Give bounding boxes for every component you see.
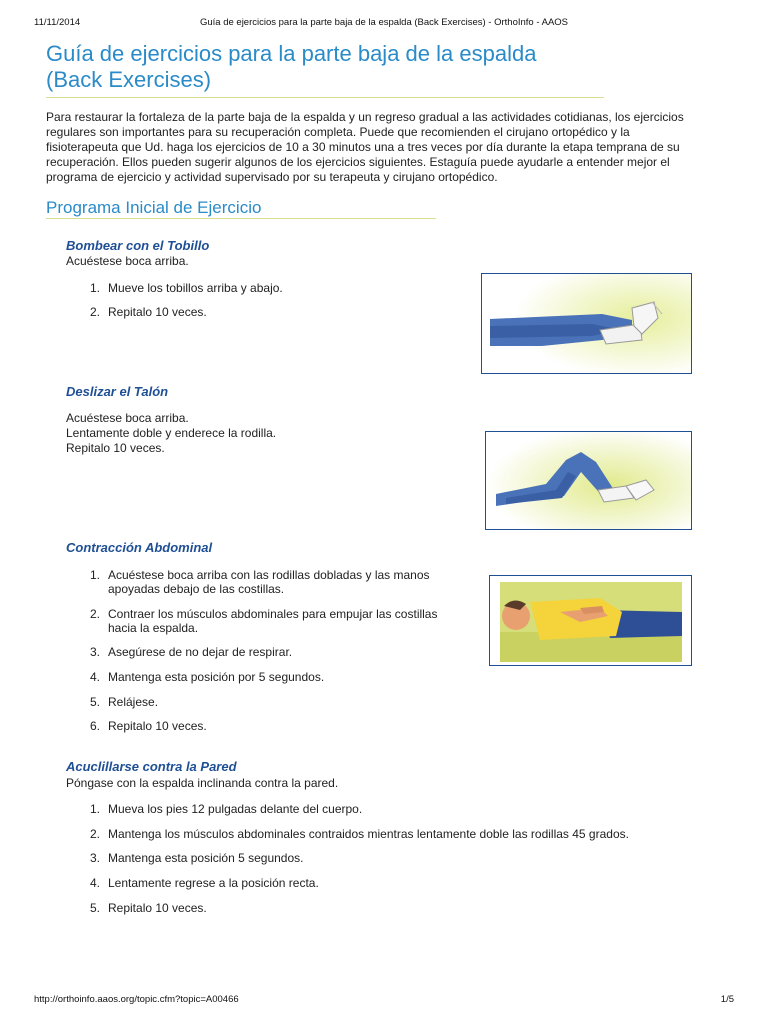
title-divider — [46, 97, 604, 98]
step-text: Mantenga los músculos abdominales contraidos mientras lentamente doble las rodillas 45 grados. — [108, 827, 629, 841]
page-title-line-1: Guía de ejercicios para la parte baja de la espalda — [46, 41, 537, 66]
exercise-lead: Acuéstese boca arriba. — [66, 254, 189, 268]
print-date: 11/11/2014 — [34, 17, 81, 28]
step-text — [108, 568, 430, 596]
step-text: Mueve los tobillos arriba y abajo. — [108, 281, 283, 295]
page-number: 1/5 — [720, 994, 734, 1005]
print-page-title: Guía de ejercicios para la parte baja de la espalda (Back Exercises) - OrthoInfo - AAOS — [199, 17, 569, 28]
step-text: Lentamente regrese a la posición recta. — [108, 876, 319, 890]
step-text-line: Acuéstese boca arriba con las rodillas dobladas y las manos — [108, 568, 430, 582]
step-number: 4. — [89, 670, 100, 684]
step-text: Repitalo 10 veces. — [108, 305, 207, 319]
intro-line: regulares son importantes para su recuperación completa. Puede que recomienden el cirujano ortopédico y la — [46, 125, 630, 139]
step-text: Mueva los pies 12 pulgadas delante del cuerpo. — [108, 802, 363, 816]
source-url: http://orthoinfo.aaos.org/topic.cfm?topic=A00466 — [34, 994, 239, 1005]
step-number: 1. — [89, 802, 100, 816]
section-title: Programa Inicial de Ejercicio — [46, 198, 262, 217]
step-text: Repitalo 10 veces. — [108, 719, 207, 733]
step-text: Relájese. — [108, 695, 159, 709]
step-number: 2. — [89, 305, 100, 319]
instruction-line: Repitalo 10 veces. — [66, 441, 165, 455]
heel-slide-instructions — [66, 411, 276, 456]
step-text: Mantenga esta posición 5 segundos. — [108, 851, 304, 865]
step-number: 6. — [89, 719, 100, 733]
intro-line: programa de ejercicio y actividad supervisado por su terapeuta y cirujano ortopédico. — [46, 170, 498, 184]
heel-slide-drawing — [486, 432, 691, 529]
step-text-line: hacia la espalda. — [108, 621, 199, 635]
step-text-line: Contraer los músculos abdominales para empujar las costillas — [108, 607, 438, 621]
exercise-title-ankle: Bombear con el Tobillo — [66, 238, 210, 253]
step-text: Asegúrese de no dejar de respirar. — [108, 645, 293, 659]
step-number: 1. — [89, 568, 100, 582]
abdominal-contraction-illustration — [489, 575, 692, 666]
step-number: 3. — [89, 851, 100, 865]
heel-slide-illustration — [485, 431, 692, 530]
exercise-title-wall-squat: Acuclillarse contra la Pared — [66, 759, 237, 774]
intro-line: recuperación. Ellos pueden sugerir algunos de los ejercicios siguientes. Estaguía puede ayudarle a entender mejor el — [46, 155, 670, 169]
step-text-line: apoyadas debajo de las costillas. — [108, 582, 285, 596]
step-number: 3. — [89, 645, 100, 659]
step-text — [108, 607, 437, 635]
step-number: 1. — [89, 281, 100, 295]
page-title — [46, 41, 626, 93]
step-number: 2. — [89, 827, 100, 841]
section-divider — [46, 218, 436, 219]
step-text: Repitalo 10 veces. — [108, 901, 207, 915]
page-title-line-2: (Back Exercises) — [46, 67, 212, 92]
step-number: 4. — [89, 876, 100, 890]
exercise-title-abdominal: Contracción Abdominal — [66, 540, 213, 555]
step-number: 5. — [89, 695, 100, 709]
intro-paragraph — [46, 110, 736, 185]
abdominal-contraction-drawing — [490, 576, 691, 665]
ankle-pump-drawing — [482, 274, 691, 373]
intro-line: Para restaurar la fortaleza de la parte baja de la espalda y un regreso gradual a las actividades cotidianas, los ejercicios — [46, 110, 684, 124]
step-text: Mantenga esta posición por 5 segundos. — [108, 670, 325, 684]
instruction-line: Lentamente doble y enderece la rodilla. — [66, 426, 277, 440]
step-number: 5. — [89, 901, 100, 915]
exercise-title-heel-slide: Deslizar el Talón — [66, 384, 169, 399]
instruction-line: Acuéstese boca arriba. — [66, 411, 189, 425]
ankle-pump-illustration — [481, 273, 692, 374]
exercise-lead: Póngase con la espalda inclinanda contra la pared. — [66, 776, 339, 790]
intro-line: fisioterapeuta que Ud. haga los ejercicios de 10 a 30 minutos una a tres veces por día durante la etapa temprana de su — [46, 140, 680, 154]
step-number: 2. — [89, 607, 100, 621]
